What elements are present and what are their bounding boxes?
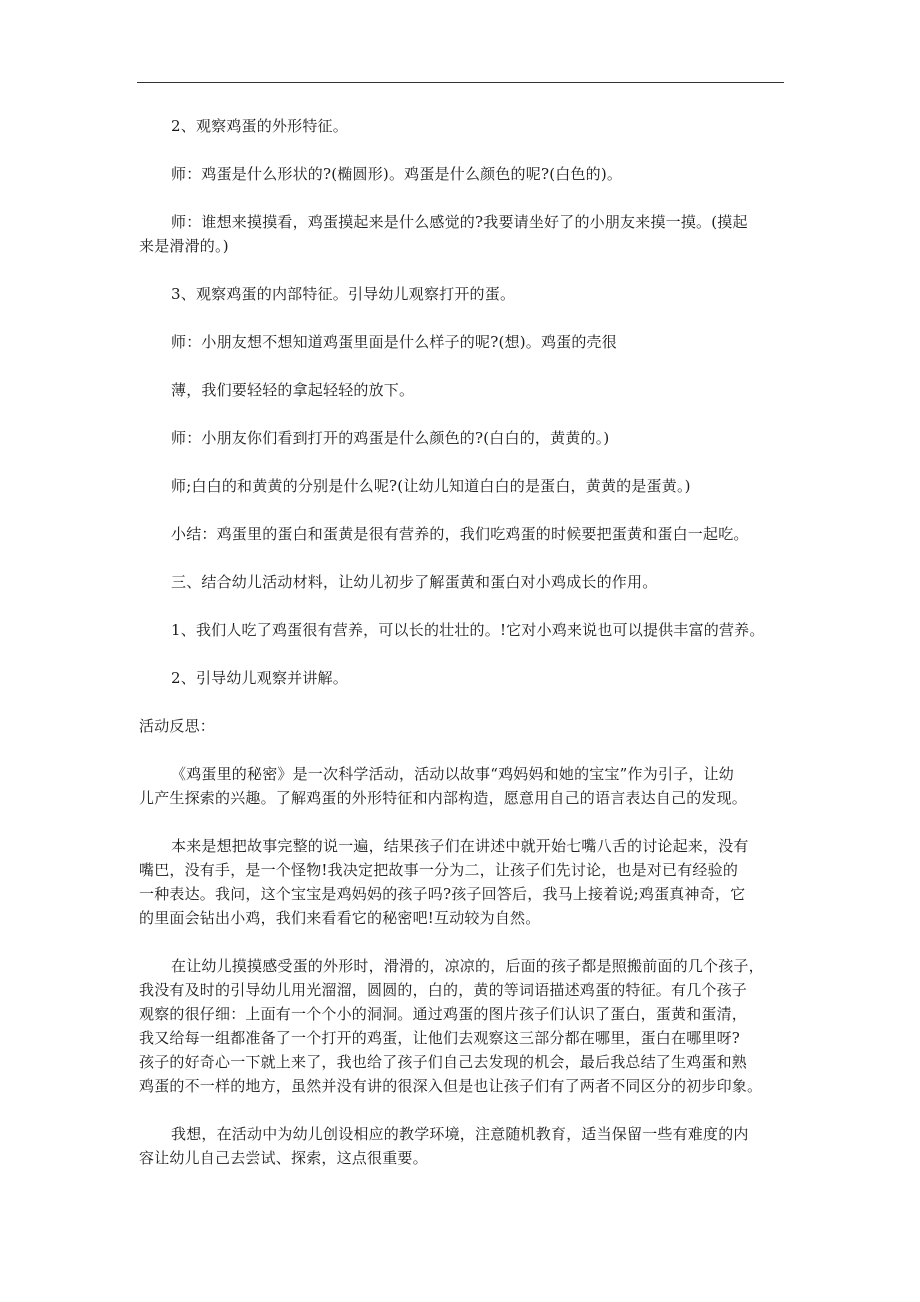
text-line: 师;白白的和黄黄的分别是什么呢?(让幼儿知道白白的是蛋白，黄黄的是蛋黄。) [171,477,691,495]
text-line: 薄，我们要轻轻的拿起轻轻的放下。 [171,381,415,399]
text-line: 我又给每一组都准备了一个打开的鸡蛋，让他们去观察这三部分都在哪里，蛋白在哪里呀? [139,1029,741,1047]
text-line: 在让幼儿摸摸感受蛋的外形时，滑滑的，凉凉的，后面的孩子都是照搬前面的几个孩子， [171,957,764,975]
text-line: 3、观察鸡蛋的内部特征。引导幼儿观察打开的蛋。 [171,285,516,303]
text-line: 师：谁想来摸摸看，鸡蛋摸起来是什么感觉的?我要请坐好了的小朋友来摸一摸。(摸起 [171,213,748,231]
text-line: 鸡蛋的不一样的地方，虽然并没有讲的很深入但是也让孩子们有了两者不同区分的初步印象。 [139,1077,763,1095]
text-line: 师：鸡蛋是什么形状的?(椭圆形)。鸡蛋是什么颜色的呢?(白色的)。 [171,165,623,183]
header-rule [137,82,784,83]
text-line: 我没有及时的引导幼儿用光溜溜，圆圆的，白的，黄的等词语描述鸡蛋的特征。有几个孩子 [139,981,748,999]
text-line: 容让幼儿自己去尝试、探索，这点很重要。 [139,1149,428,1167]
text-line: 师：小朋友想不想知道鸡蛋里面是什么样子的呢?(想)。鸡蛋的壳很 [171,333,617,351]
text-line: 儿产生探索的兴趣。了解鸡蛋的外形特征和内部构造，愿意用自己的语言表达自己的发现。 [139,789,748,807]
text-line: 2、观察鸡蛋的外形特征。 [171,117,348,135]
text-line: 师：小朋友你们看到打开的鸡蛋是什么颜色的?(白白的，黄黄的。) [171,429,610,447]
text-line: 2、引导幼儿观察并讲解。 [171,669,348,687]
text-line: 本来是想把故事完整的说一遍，结果孩子们在讲述中就开始七嘴八舌的讨论起来，没有 [171,837,749,855]
text-line: 嘴巴，没有手，是一个怪物!我决定把故事一分为二，让孩子们先讨论，也是对已有经验的 [139,861,739,879]
text-line: 一种表达。我问，这个宝宝是鸡妈妈的孩子吗?孩子回答后，我马上接着说;鸡蛋真神奇，它 [139,885,746,903]
text-line: 我想，在活动中为幼儿创设相应的教学环境，注意随机教育，适当保留一些有难度的内 [171,1125,749,1143]
text-line: 《鸡蛋里的秘密》是一次科学活动，活动以故事“鸡妈妈和她的宝宝”作为引子，让幼 [171,765,734,783]
text-line: 来是滑滑的。) [139,237,229,255]
text-line: 三、结合幼儿活动材料，让幼儿初步了解蛋黄和蛋白对小鸡成长的作用。 [171,573,658,591]
text-line: 小结：鸡蛋里的蛋白和蛋黄是很有营养的，我们吃鸡蛋的时候要把蛋黄和蛋白一起吃。 [171,525,749,543]
text-line: 观察的很仔细：上面有一个个小的洞洞。通过鸡蛋的图片孩子们认识了蛋白，蛋黄和蛋清， [139,1005,748,1023]
text-line: 1、我们人吃了鸡蛋很有营养，可以长的壮壮的。!它对小鸡来说也可以提供丰富的营养。 [171,621,765,639]
section-heading: 活动反思： [139,717,216,735]
text-line: 孩子的好奇心一下就上来了，我也给了孩子们自己去发现的机会，最后我总结了生鸡蛋和熟 [139,1053,748,1071]
text-line: 的里面会钻出小鸡，我们来看看它的秘密吧!互动较为自然。 [139,909,541,927]
